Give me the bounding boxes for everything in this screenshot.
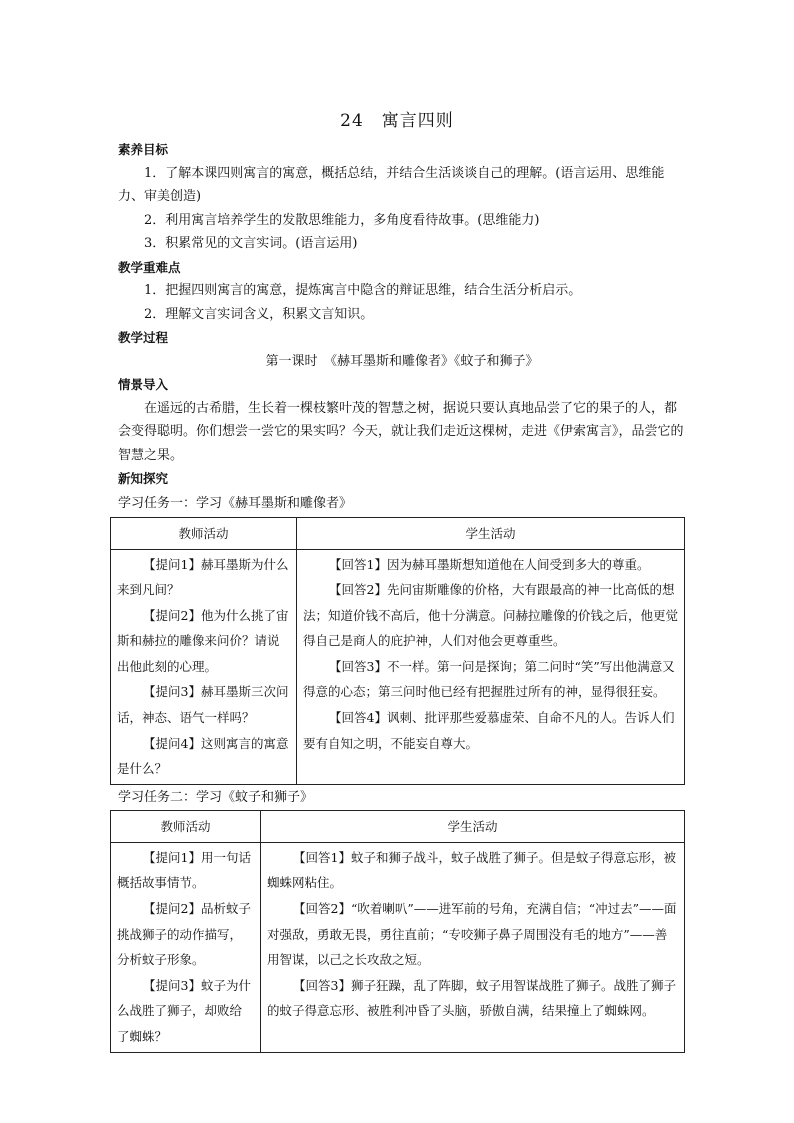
col-student: 学生活动 — [261, 811, 685, 843]
teacher-question: 【提问2】他为什么挑了宙斯和赫拉的雕像来问价？请说出他此刻的心理。 — [117, 607, 289, 674]
col-teacher: 教师活动 — [111, 811, 261, 843]
goals-heading: 素养目标 — [118, 142, 169, 157]
intro-paragraph: 在遥远的古希腊，生长着一棵枝繁叶茂的智慧之树，据说只要认真地品尝了它的果子的人，都会变得聪明。你们想尝一尝它的果实吗？今天，就让我们走近这棵树，走进《伊索寓言》，品尝它的智慧之果。 — [118, 400, 684, 463]
student-cell — [297, 549, 685, 784]
student-answer: 【回答2】先问宙斯雕像的价格，大有跟最高的神一比高低的想法；知道价钱不高后，他十分满意。问赫拉雕像的价钱之后，他更觉得自己是商人的庇护神，人们对他会更尊重些。 — [303, 582, 679, 649]
student-answer: 【回答3】狮子狂躁，乱了阵脚，蚊子用智谋战胜了狮子。战胜了狮子的蚊子得意忘形、被胜利冲昏了头脑，骄傲自满，结果撞上了蜘蛛网。 — [267, 977, 676, 1019]
teacher-question: 【提问1】用一句话概括故事情节。 — [117, 849, 251, 891]
teacher-question: 【提问4】这则寓言的寓意是什么？ — [117, 735, 289, 777]
col-student: 学生活动 — [297, 518, 685, 550]
key-point-item: 2．理解文言实词含义，积累文言知识。 — [144, 306, 374, 322]
goal-item: 2．利用寓言培养学生的发散思维能力，多角度看待故事。(思维能力) — [144, 212, 540, 228]
key-point-item: 1．把握四则寓言的寓意，提炼寓言中隐含的辩证思维，结合生活分析启示。 — [144, 283, 582, 298]
document-body — [118, 138, 686, 1053]
table-row — [111, 549, 685, 784]
intro-heading: 情景导入 — [118, 377, 169, 392]
task2-label: 学习任务二：学习《蚊子和狮子》 — [118, 789, 314, 805]
task1-label: 学习任务一：学习《赫耳墨斯和雕像者》 — [118, 495, 353, 511]
new-knowledge-heading: 新知探究 — [118, 471, 169, 486]
process-heading: 教学过程 — [118, 330, 169, 345]
teacher-cell — [111, 549, 297, 784]
col-teacher: 教师活动 — [111, 518, 297, 550]
teacher-question: 【提问2】品析蚊子挑战狮子的动作描写，分析蚊子形象。 — [117, 901, 251, 968]
table-row — [111, 842, 685, 1052]
page-title: 24 寓言四则 — [340, 111, 454, 131]
teacher-question: 【提问3】蚊子为什么战胜了狮子，却败给了蜘蛛？ — [117, 977, 251, 1044]
goal-item: 1．了解本课四则寓言的寓意，概括总结，并结合生活谈谈自己的理解。(语言运用、思维能力、审美创造) — [118, 165, 665, 204]
lesson-title: 第一课时 《赫耳墨斯和雕像者》《蚊子和狮子》 — [265, 353, 539, 369]
task1-table — [110, 517, 685, 785]
teacher-question: 【提问3】赫耳墨斯三次问话，神态、语气一样吗？ — [117, 684, 289, 726]
student-answer: 【回答2】“吹着喇叭”——进军前的号角，充满自信；“冲过去”——面对强敌，勇敢无畏，勇往直前；“专咬狮子鼻子周围没有毛的地方”——善用智谋，以己之长攻敌之短。 — [267, 901, 677, 968]
student-answer: 【回答1】蚊子和狮子战斗，蚊子战胜了狮子。但是蚊子得意忘形，被蜘蛛网粘住。 — [267, 849, 676, 891]
teacher-question: 【提问1】赫耳墨斯为什么来到凡间？ — [117, 556, 289, 598]
key-points-heading: 教学重难点 — [118, 259, 181, 275]
teacher-cell — [111, 842, 261, 1052]
task2-table — [110, 810, 685, 1052]
table-header-row — [111, 518, 685, 550]
table-header-row — [111, 811, 685, 843]
student-cell — [261, 842, 685, 1052]
student-answer: 【回答4】讽刺、批评那些爱慕虚荣、自命不凡的人。告诉人们要有自知之明，不能妄自尊大。 — [303, 710, 675, 751]
student-answer: 【回答1】因为赫耳墨斯想知道他在人间受到多大的尊重。 — [329, 556, 650, 572]
student-answer: 【回答3】不一样。第一问是探询；第二问时“笑”写出他满意又得意的心态；第三问时他已经有把握胜过所有的神，显得很狂妄。 — [303, 658, 675, 700]
goal-item: 3．积累常见的文言实词。(语言运用) — [144, 236, 358, 251]
